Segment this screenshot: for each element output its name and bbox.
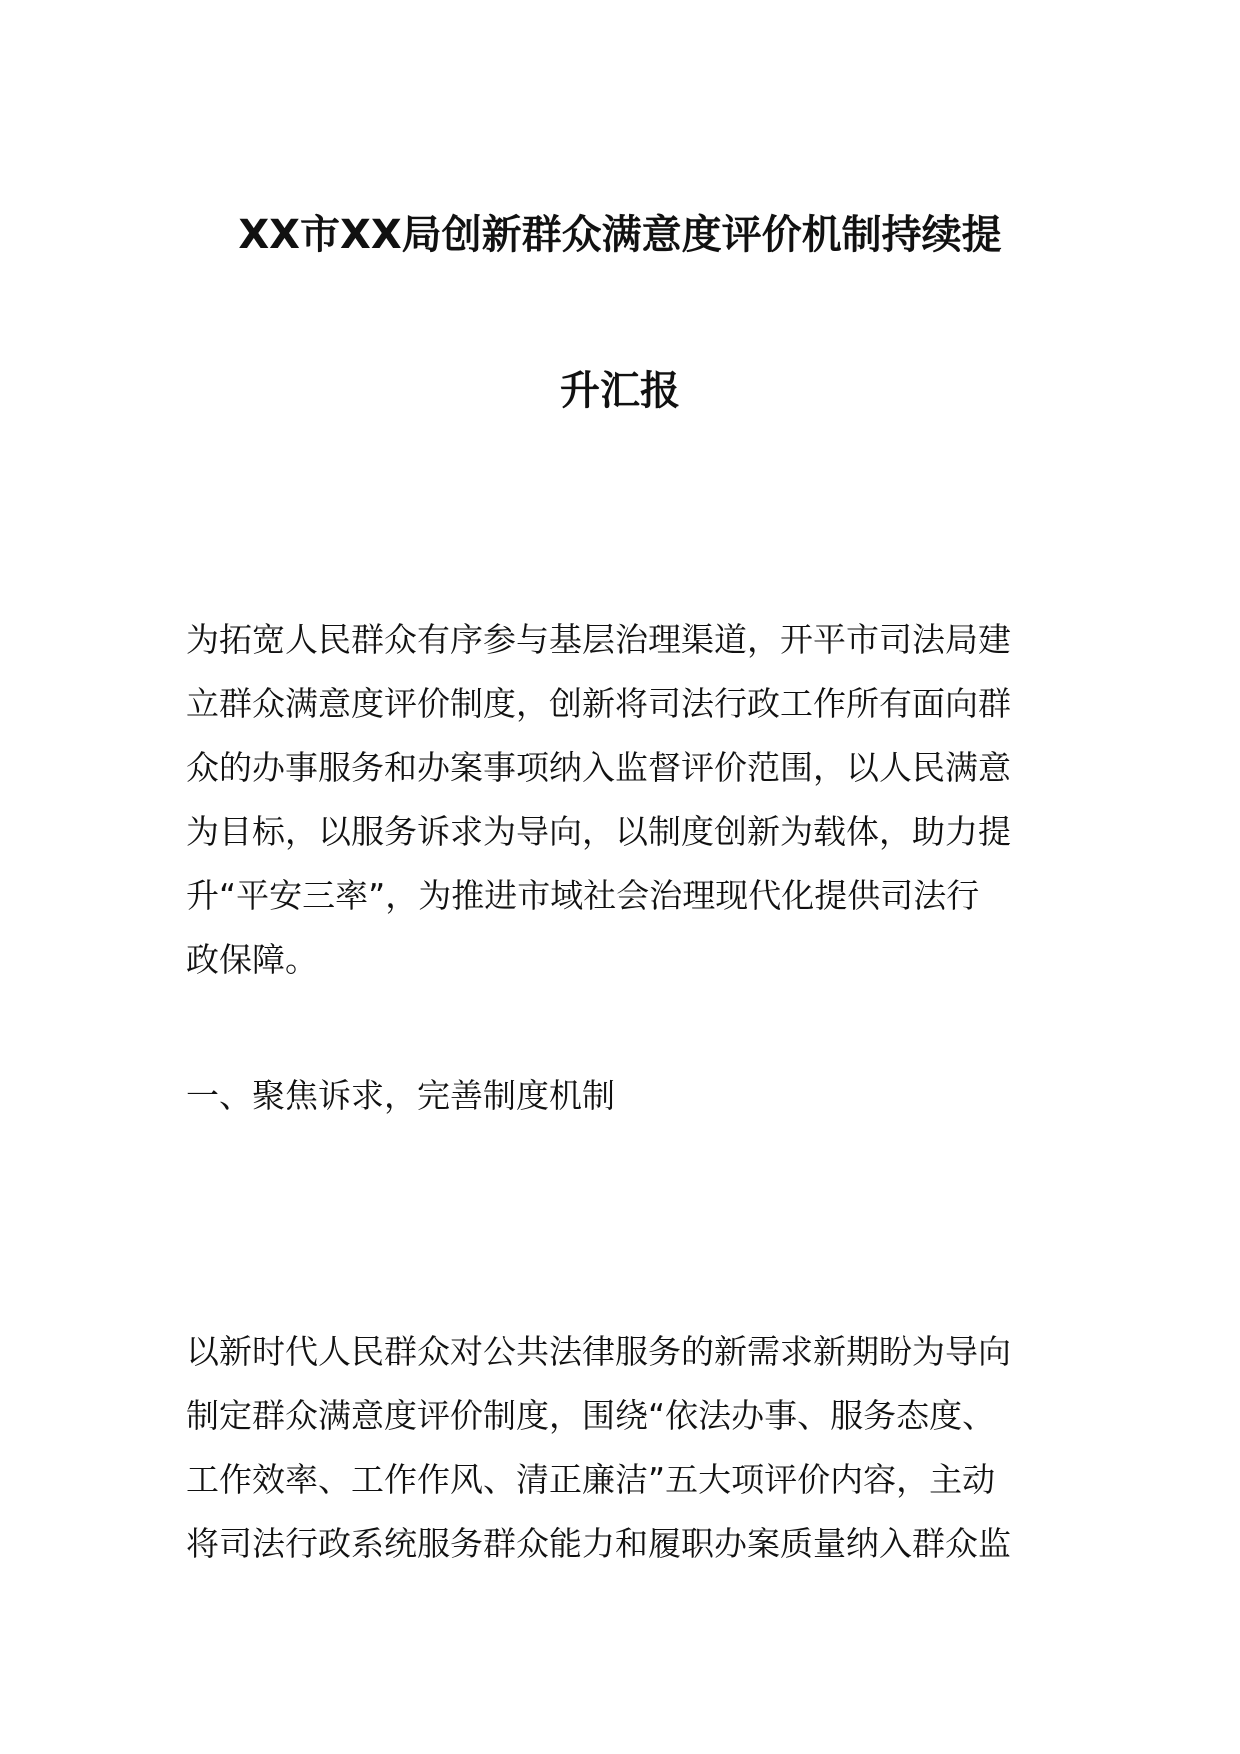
paragraph-line: 工作效率、工作作风、清正廉洁”五大项评价内容，主动: [186, 1460, 996, 1499]
document-title-line-1: XX市XX局创新群众满意度评价机制持续提: [238, 212, 1002, 258]
paragraph-line: 众的办事服务和办案事项纳入监督评价范围，以人民满意: [186, 748, 1011, 787]
paragraph-line: 政保障。: [186, 940, 318, 979]
paragraph-line: 将司法行政系统服务群众能力和履职办案质量纳入群众监: [186, 1524, 1011, 1563]
paragraph-line: 为目标，以服务诉求为导向，以制度创新为载体，助力提: [186, 812, 1011, 851]
paragraph-section-1: [186, 1320, 1066, 1576]
paragraph-line: 为拓宽人民群众有序参与基层治理渠道，开平市司法局建: [186, 620, 1011, 659]
document-title-line-2: 升汇报: [560, 368, 680, 414]
section-heading-text: 一、聚焦诉求，完善制度机制: [186, 1076, 615, 1115]
paragraph-line: 以新时代人民群众对公共法律服务的新需求新期盼为导向: [186, 1332, 1011, 1371]
paragraph-line: 制定群众满意度评价制度，围绕“依法办事、服务态度、: [186, 1396, 996, 1435]
paragraph-intro: [186, 608, 1066, 992]
section-heading: [186, 1064, 1066, 1128]
paragraph-line: 立群众满意度评价制度，创新将司法行政工作所有面向群: [186, 684, 1011, 723]
paragraph-line: 升“平安三率”，为推进市域社会治理现代化提供司法行: [186, 876, 980, 915]
